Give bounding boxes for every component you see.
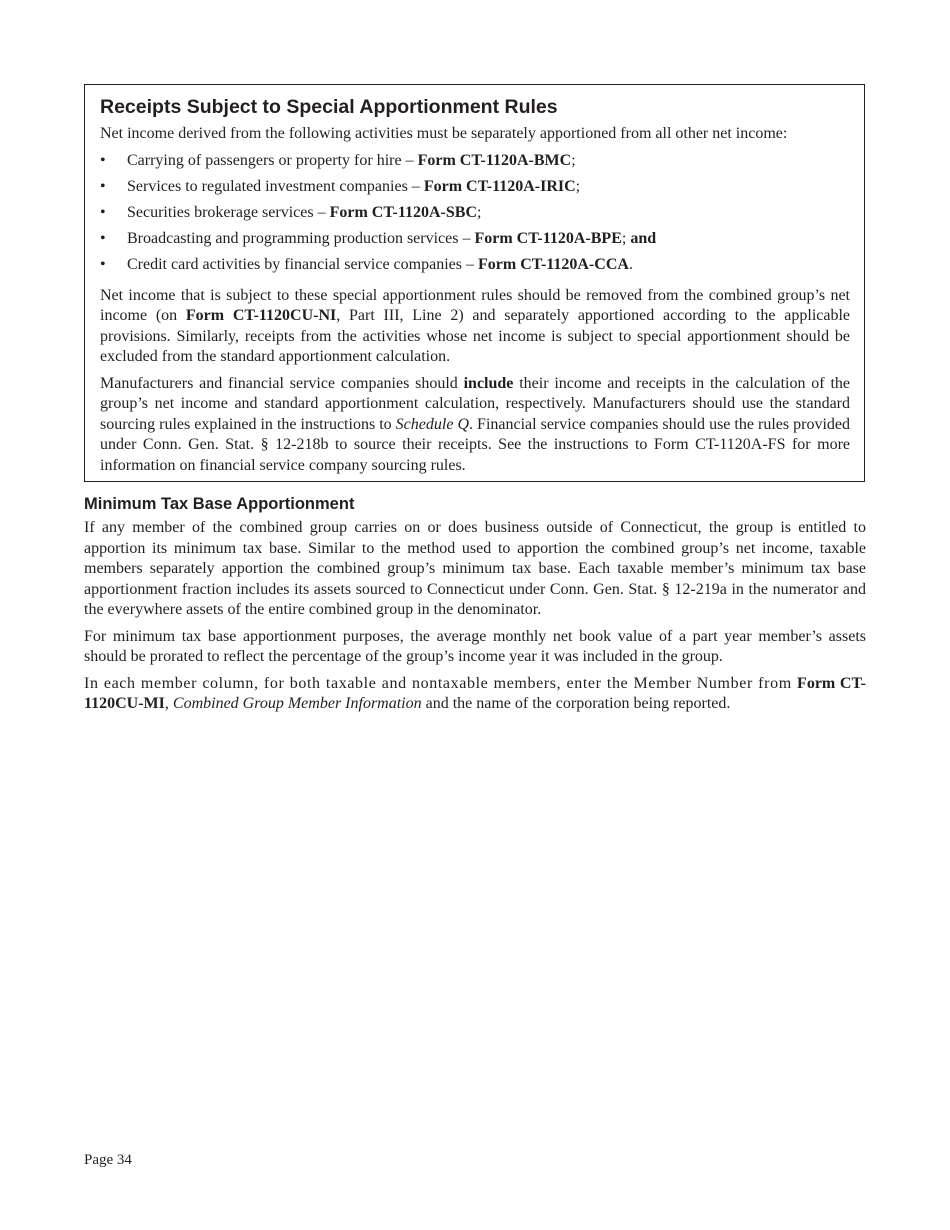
bullet-dot: •	[100, 203, 106, 221]
list-item	[100, 151, 850, 177]
section-paragraph-2: For minimum tax base apportionment purposes, the average monthly net book value of a part year member’s assets should be prorated to reflect the percentage of the group’s income year it was included in the group.	[84, 627, 866, 665]
text-run: In each member column, for both taxable and nontaxable members, enter the Member Number from	[84, 674, 798, 692]
emphasis-include: include	[463, 374, 514, 392]
text-run: and the name of the corporation being reported.	[421, 695, 731, 712]
box-title: Receipts Subject to Special Apportionment Rules	[100, 96, 558, 118]
section-paragraph-3	[84, 674, 866, 715]
text-run: their income and receipts in the calculation of the group’s net income and standard apportionment calculation, respectively. Manufacturers should use the standard sourcing rules explained in the instructions to	[100, 374, 850, 433]
form-reference: Form CT-1120A-BMC	[417, 151, 572, 169]
section-paragraph-1: If any member of the combined group carries on or does business outside of Connecticut, the group is entitled to apportion its minimum tax base. Similar to the method used to apportion the combined group’s net income, taxable members separately apportion the combined group’s minimum tax base. Each taxable member’s minimum tax base apportionment fraction includes its assets sourced to Connecticut under Conn. Gen. Stat. § 12-219a in the numerator and the everywhere assets of the entire combined group in the denominator.	[84, 519, 866, 618]
bullet-punct: ;	[477, 203, 482, 221]
bullet-dot: •	[100, 151, 106, 169]
text-run: ,	[164, 695, 173, 712]
form-reference: Form CT-1120A-SBC	[329, 203, 478, 221]
bullet-dot: •	[100, 177, 106, 195]
text-run: Manufacturers and financial service companies should	[100, 374, 464, 392]
bullet-dot: •	[100, 255, 106, 273]
list-item	[100, 177, 850, 203]
bullet-text: Services to regulated investment companies –	[127, 177, 424, 195]
text-run: , Part III, Line 2) and separately apportioned according to the applicable provisions. Similarly, receipts from the activities whose net income is subject to special apportionment should be excluded from the standard apportionment calculation.	[100, 307, 851, 365]
text-run: Net income that is subject to these special apportionment rules should be removed from the combined group’s net income (on	[100, 286, 850, 324]
apportionment-bullet-list	[100, 151, 850, 281]
bullet-punct: ;	[571, 151, 576, 169]
bullet-text: Securities brokerage services –	[127, 203, 330, 221]
bullet-text: Carrying of passengers or property for hire –	[127, 151, 418, 169]
form-title-reference: Combined Group Member Information	[172, 695, 422, 712]
section-title: Minimum Tax Base Apportionment	[84, 495, 355, 513]
bullet-punct: .	[628, 255, 633, 273]
form-reference: Form CT-1120A-CCA	[477, 255, 629, 273]
special-apportionment-box	[84, 84, 865, 482]
list-item	[100, 229, 850, 255]
list-item	[100, 255, 850, 281]
form-reference: Form CT-1120CU-MI	[84, 674, 866, 712]
bullet-punct: ;	[621, 229, 631, 247]
box-paragraph-manufacturers	[100, 374, 850, 477]
bullet-dot: •	[100, 229, 106, 247]
list-item	[100, 203, 850, 229]
schedule-reference: Schedule Q	[395, 415, 470, 433]
bullet-punct: ;	[575, 177, 581, 195]
text-run: . Financial service companies should use the rules provided under Conn. Gen. Stat. § 12-218b to source their receipts. See the instructions to Form CT-1120A-FS for more information on financial service company sourcing rules.	[100, 415, 850, 474]
bullet-text: Broadcasting and programming production services –	[127, 229, 475, 247]
bullet-tail: and	[630, 229, 657, 247]
box-paragraph-removal	[100, 286, 850, 368]
form-reference: Form CT-1120A-BPE	[474, 229, 622, 247]
bullet-text: Credit card activities by financial service companies –	[127, 255, 478, 273]
minimum-tax-base-section	[84, 494, 866, 721]
form-reference: Form CT-1120A-IRIC	[423, 177, 576, 195]
form-reference: Form CT-1120CU-NI	[185, 307, 337, 324]
page-number: Page 34	[84, 1152, 132, 1168]
box-intro: Net income derived from the following activities must be separately apportioned from all other net income:	[100, 125, 788, 142]
